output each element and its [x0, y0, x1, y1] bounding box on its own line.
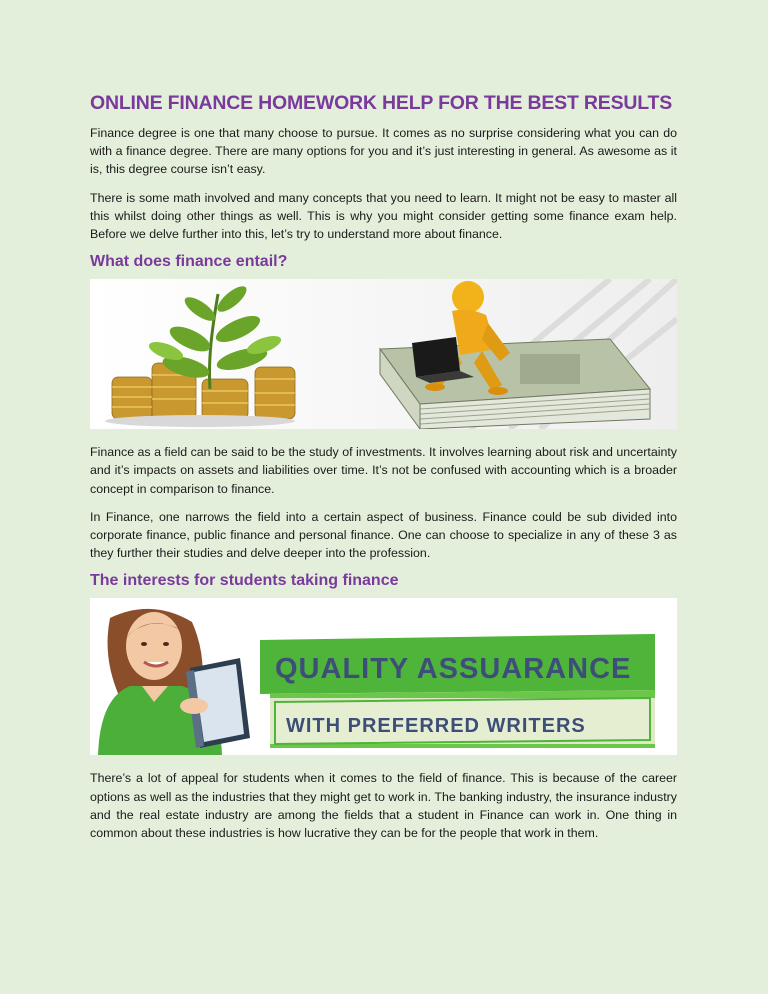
page-title: ONLINE FINANCE HOMEWORK HELP FOR THE BEST RESULTS	[90, 92, 673, 114]
document-content	[90, 92, 677, 852]
section1-paragraph-1: Finance as a field can be said to be the study of investments. It involves learning about risk and uncertainty and it’s impacts on assets and liabilities over time. It’s not be confused with accounting which is a broader concept in comparison to finance.	[90, 445, 677, 496]
section2-paragraph-1: There’s a lot of appeal for students when it comes to the field of finance. This is because of the career options as well as the industries that they might get to work in. The banking industry, the insurance industry and the real estate industry are among the fields that a student in Finance can work in. One thing in common about these industries is how lucrative they can be for the people that work in them.	[90, 771, 677, 841]
banner-line-1: QUALITY ASSUARANCE	[275, 653, 632, 686]
quality-assurance-banner-image	[90, 598, 677, 755]
section-heading-finance-entail: What does finance entail?	[90, 253, 288, 271]
quality-assurance-illustration	[90, 598, 677, 755]
plant-coins-money-illustration	[90, 279, 677, 429]
section-heading-student-interests: The interests for students taking finance	[90, 572, 399, 590]
intro-paragraph-2: There is some math involved and many concepts that you need to learn. It might not be easy to master all this whilst doing other things as well. This is why you might consider getting some finance exam help. Before we delve further into this, let’s try to understand more about finance.	[90, 190, 677, 242]
finance-illustration-image	[90, 279, 677, 429]
section1-paragraph-2: In Finance, one narrows the field into a certain aspect of business. Finance could be sub divided into corporate finance, public finance and personal finance. One can choose to specialize in any of these 3 as they further their studies and delve deeper into the profession.	[90, 509, 677, 561]
intro-paragraph-1: Finance degree is one that many choose to pursue. It comes as no surprise considering what you can do with a finance degree. There are many options for you and it’s just interesting in general. As awesome as it is, this degree course isn’t easy.	[90, 126, 677, 177]
banner-line-2: WITH PREFERRED WRITERS	[286, 715, 586, 738]
